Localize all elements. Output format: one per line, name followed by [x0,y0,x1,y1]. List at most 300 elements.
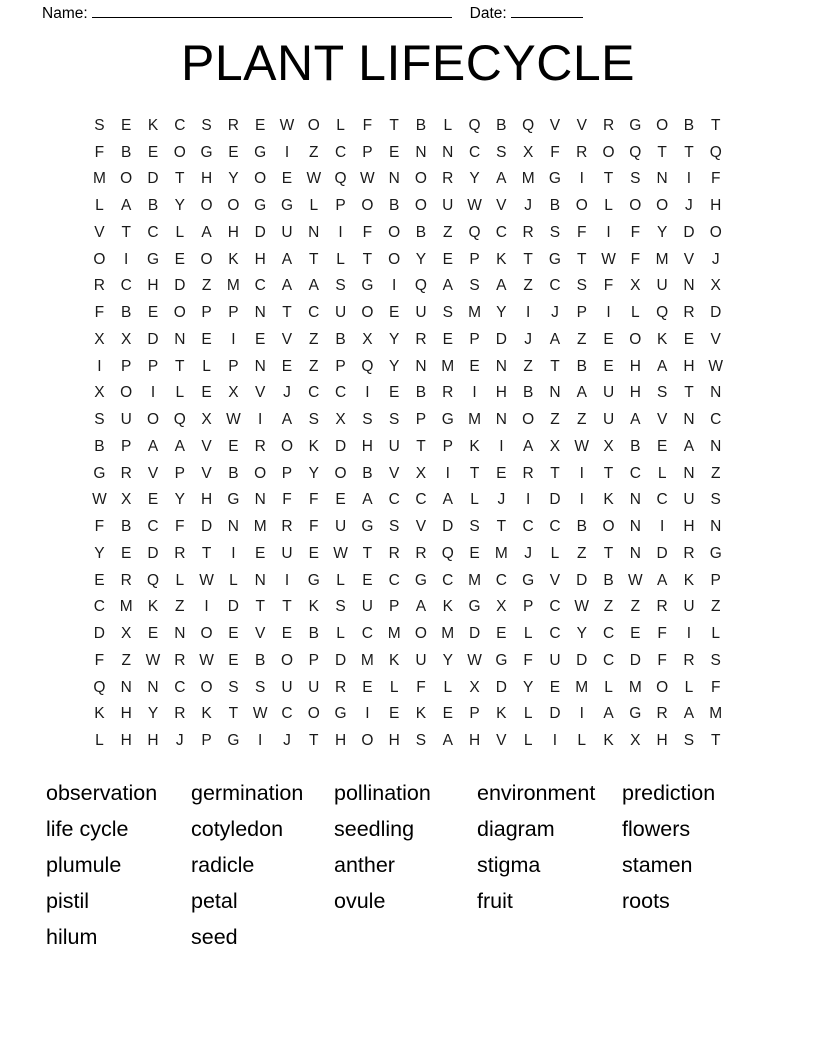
grid-cell[interactable]: W [467,197,482,215]
word-list-item[interactable]: stigma [477,853,541,877]
grid-cell[interactable]: B [228,464,239,482]
grid-cell[interactable]: T [550,357,560,375]
grid-cell[interactable]: S [496,143,507,161]
grid-cell[interactable]: B [576,357,587,375]
word-list-item[interactable]: roots [622,889,670,913]
grid-cell[interactable]: A [683,437,695,455]
grid-cell[interactable]: P [576,304,587,322]
grid-cell[interactable]: E [603,357,614,375]
grid-cell[interactable]: H [683,518,695,536]
grid-cell[interactable]: V [576,116,587,134]
grid-cell[interactable]: E [683,330,695,348]
grid-cell[interactable]: T [684,143,694,161]
grid-cell[interactable]: E [496,625,507,643]
grid-cell[interactable]: O [629,330,642,348]
grid-cell[interactable]: H [629,384,641,402]
grid-cell[interactable]: N [415,143,427,161]
grid-cell[interactable]: N [227,518,239,536]
grid-cell[interactable]: W [628,571,643,589]
grid-cell[interactable]: P [228,304,239,322]
grid-cell[interactable]: B [147,197,159,215]
grid-cell[interactable]: O [709,223,722,241]
grid-cell[interactable]: L [229,571,238,589]
grid-cell[interactable]: O [254,464,267,482]
grid-cell[interactable]: L [523,732,533,750]
grid-cell[interactable]: X [94,330,105,348]
grid-cell[interactable]: I [579,491,584,509]
grid-cell[interactable]: L [631,304,640,322]
grid-cell[interactable]: B [388,197,400,215]
grid-cell[interactable]: X [335,411,346,429]
grid-cell[interactable]: C [254,277,266,295]
grid-cell[interactable]: I [606,304,611,322]
grid-cell[interactable]: O [173,304,186,322]
grid-cell[interactable]: X [121,625,132,643]
grid-cell[interactable]: G [361,277,374,295]
grid-cell[interactable]: L [604,197,613,215]
grid-cell[interactable]: R [334,678,347,696]
grid-cell[interactable]: V [415,518,427,536]
grid-cell[interactable]: T [577,250,587,268]
grid-cell[interactable]: T [282,304,292,322]
grid-cell[interactable]: T [201,544,212,562]
grid-cell[interactable]: T [684,384,694,402]
grid-cell[interactable]: S [335,277,346,295]
grid-cell[interactable]: O [307,116,320,134]
grid-cell[interactable]: N [656,170,668,188]
grid-cell[interactable]: N [710,518,722,536]
grid-cell[interactable]: C [388,571,400,589]
grid-cell[interactable]: W [226,411,241,429]
grid-cell[interactable]: X [94,384,105,402]
grid-cell[interactable]: A [362,491,373,509]
grid-cell[interactable]: X [362,330,373,348]
grid-cell[interactable]: I [258,411,263,429]
grid-cell[interactable]: K [415,705,427,723]
grid-cell[interactable]: O [414,170,427,188]
grid-cell[interactable]: K [147,598,159,616]
grid-cell[interactable]: L [95,732,104,750]
word-list-item[interactable]: radicle [191,853,255,877]
grid-cell[interactable]: G [709,544,722,562]
grid-cell[interactable]: E [308,544,319,562]
grid-cell[interactable]: M [628,678,642,696]
grid-cell[interactable]: S [228,678,239,696]
grid-cell[interactable]: C [468,143,481,161]
grid-cell[interactable]: D [683,223,695,241]
grid-cell[interactable]: A [281,250,293,268]
grid-cell[interactable]: G [307,571,320,589]
grid-cell[interactable]: V [656,411,668,429]
grid-cell[interactable]: A [281,411,293,429]
grid-cell[interactable]: A [603,705,614,723]
grid-cell[interactable]: Y [415,250,427,268]
grid-cell[interactable]: A [308,277,319,295]
grid-cell[interactable]: O [254,170,267,188]
grid-cell[interactable]: B [576,518,587,536]
grid-cell[interactable]: R [442,384,454,402]
grid-cell[interactable]: W [574,598,590,616]
grid-cell[interactable]: D [495,678,507,696]
grid-cell[interactable]: N [683,277,695,295]
grid-cell[interactable]: E [656,437,668,455]
grid-cell[interactable]: G [522,571,535,589]
grid-cell[interactable]: O [200,197,213,215]
grid-cell[interactable]: O [629,197,642,215]
grid-cell[interactable]: N [683,411,695,429]
grid-cell[interactable]: L [336,250,345,268]
grid-cell[interactable]: R [281,518,293,536]
grid-cell[interactable]: I [606,223,611,241]
grid-cell[interactable]: W [145,651,161,669]
grid-cell[interactable]: H [683,357,695,375]
grid-cell[interactable]: J [497,491,506,509]
grid-cell[interactable]: J [711,250,720,268]
grid-cell[interactable]: L [175,384,185,402]
grid-cell[interactable]: S [710,491,721,509]
grid-cell[interactable]: Q [173,411,186,429]
grid-cell[interactable]: V [255,384,266,402]
grid-cell[interactable]: E [362,678,373,696]
grid-cell[interactable]: T [175,357,185,375]
grid-cell[interactable]: S [415,732,427,750]
grid-cell[interactable]: H [120,732,132,750]
name-input-rule[interactable] [92,4,452,18]
grid-cell[interactable]: X [522,143,534,161]
grid-cell[interactable]: V [388,464,400,482]
grid-cell[interactable]: Q [361,357,374,375]
grid-cell[interactable]: O [334,464,347,482]
grid-cell[interactable]: O [280,437,293,455]
grid-cell[interactable]: W [601,250,616,268]
grid-cell[interactable]: N [683,464,695,482]
grid-cell[interactable]: D [576,571,588,589]
grid-cell[interactable]: K [308,598,319,616]
grid-cell[interactable]: W [360,170,375,188]
grid-cell[interactable]: Y [656,223,668,241]
grid-cell[interactable]: Y [388,330,400,348]
grid-cell[interactable]: F [657,651,667,669]
grid-cell[interactable]: C [281,705,293,723]
word-list-item[interactable]: prediction [622,781,716,805]
grid-cell[interactable]: D [174,277,186,295]
grid-cell[interactable]: E [228,651,239,669]
grid-cell[interactable]: I [365,705,370,723]
grid-cell[interactable]: G [468,598,481,616]
grid-cell[interactable]: K [496,250,507,268]
grid-cell[interactable]: R [576,143,588,161]
grid-cell[interactable]: U [334,304,347,322]
grid-cell[interactable]: G [334,705,347,723]
grid-cell[interactable]: R [522,223,534,241]
grid-cell[interactable]: T [496,518,507,536]
grid-cell[interactable]: X [630,277,641,295]
grid-cell[interactable]: N [415,357,427,375]
grid-cell[interactable]: F [94,143,105,161]
grid-cell[interactable]: I [472,384,477,402]
grid-cell[interactable]: A [121,197,132,215]
grid-cell[interactable]: C [308,384,320,402]
grid-cell[interactable]: V [201,464,212,482]
grid-cell[interactable]: I [499,437,504,455]
grid-cell[interactable]: E [388,304,400,322]
grid-cell[interactable]: N [629,518,641,536]
grid-cell[interactable]: E [201,384,212,402]
grid-cell[interactable]: A [147,437,159,455]
grid-cell[interactable]: X [549,437,561,455]
grid-cell[interactable]: B [630,437,641,455]
grid-cell[interactable]: D [629,651,641,669]
grid-cell[interactable]: F [309,491,319,509]
grid-cell[interactable]: X [496,598,507,616]
grid-cell[interactable]: P [281,464,293,482]
grid-cell[interactable]: K [469,437,480,455]
grid-cell[interactable]: O [146,411,160,429]
grid-cell[interactable]: P [121,437,132,455]
grid-cell[interactable]: T [657,143,667,161]
grid-cell[interactable]: S [94,116,105,134]
grid-cell[interactable]: R [93,277,105,295]
grid-cell[interactable]: M [226,277,240,295]
grid-cell[interactable]: T [362,250,373,268]
grid-cell[interactable]: S [549,223,561,241]
word-list-item[interactable]: life cycle [46,817,129,841]
grid-cell[interactable]: M [709,705,723,723]
grid-cell[interactable]: N [147,678,159,696]
grid-cell[interactable]: C [549,518,561,536]
grid-cell[interactable]: T [710,116,721,134]
grid-cell[interactable]: C [602,651,615,669]
grid-cell[interactable]: H [120,705,132,723]
grid-cell[interactable]: A [630,411,641,429]
grid-cell[interactable]: V [549,571,561,589]
grid-cell[interactable]: L [550,544,560,562]
grid-cell[interactable]: R [656,705,668,723]
grid-cell[interactable]: P [362,143,373,161]
grid-cell[interactable]: N [442,143,454,161]
grid-cell[interactable]: I [150,384,156,402]
grid-cell[interactable]: Z [121,651,131,669]
grid-cell[interactable]: Z [577,330,587,348]
grid-cell[interactable]: O [307,705,320,723]
grid-cell[interactable]: Q [93,678,106,696]
grid-cell[interactable]: N [254,304,266,322]
grid-cell[interactable]: S [388,518,400,536]
grid-cell[interactable]: A [281,277,293,295]
grid-cell[interactable]: L [657,464,667,482]
grid-cell[interactable]: T [228,705,239,723]
grid-cell[interactable]: K [603,732,614,750]
grid-cell[interactable]: N [629,491,641,509]
grid-cell[interactable]: B [121,304,132,322]
grid-cell[interactable]: C [120,277,132,295]
grid-cell[interactable]: B [415,223,427,241]
grid-cell[interactable]: G [280,197,293,215]
grid-cell[interactable]: P [335,357,346,375]
grid-cell[interactable]: I [445,464,450,482]
grid-cell[interactable]: D [227,598,239,616]
grid-cell[interactable]: F [523,651,533,669]
grid-cell[interactable]: R [602,116,615,134]
grid-cell[interactable]: T [309,250,319,268]
grid-cell[interactable]: L [523,625,533,643]
grid-cell[interactable]: D [254,223,266,241]
grid-cell[interactable]: Z [603,598,614,616]
grid-cell[interactable]: E [335,491,346,509]
grid-cell[interactable]: B [308,625,319,643]
grid-cell[interactable]: T [469,464,480,482]
grid-cell[interactable]: N [254,571,266,589]
grid-cell[interactable]: K [94,705,105,723]
grid-cell[interactable]: T [603,464,614,482]
grid-cell[interactable]: E [201,330,212,348]
grid-cell[interactable]: C [522,518,534,536]
grid-cell[interactable]: G [548,170,561,188]
grid-cell[interactable]: V [255,625,266,643]
grid-cell[interactable]: M [441,625,455,643]
grid-cell[interactable]: E [630,625,641,643]
grid-cell[interactable]: T [309,732,319,750]
grid-cell[interactable]: D [147,170,159,188]
grid-cell[interactable]: E [228,625,239,643]
grid-cell[interactable]: D [576,651,588,669]
grid-cell[interactable]: Z [523,277,533,295]
grid-cell[interactable]: F [550,143,560,161]
grid-cell[interactable]: F [657,625,667,643]
word-list-item[interactable]: cotyledon [191,817,284,841]
grid-cell[interactable]: J [685,197,693,215]
grid-cell[interactable]: U [683,598,695,616]
grid-cell[interactable]: X [201,411,212,429]
grid-cell[interactable]: W [333,544,348,562]
grid-cell[interactable]: X [710,277,721,295]
grid-cell[interactable]: O [388,223,401,241]
grid-cell[interactable]: I [204,598,209,616]
grid-cell[interactable]: H [200,170,213,188]
word-list-item[interactable]: germination [191,781,304,805]
grid-cell[interactable]: F [362,223,373,241]
grid-cell[interactable]: O [522,411,535,429]
grid-cell[interactable]: D [334,437,347,455]
grid-cell[interactable]: L [443,678,453,696]
grid-cell[interactable]: M [360,651,374,669]
grid-cell[interactable]: P [201,304,212,322]
grid-cell[interactable]: W [306,170,322,188]
grid-cell[interactable]: X [228,384,239,402]
grid-cell[interactable]: W [574,437,590,455]
grid-cell[interactable]: Z [577,544,587,562]
grid-cell[interactable]: V [496,732,507,750]
grid-cell[interactable]: F [94,518,105,536]
grid-cell[interactable]: O [361,197,374,215]
grid-cell[interactable]: Q [468,223,481,241]
grid-cell[interactable]: R [174,705,186,723]
grid-cell[interactable]: S [710,651,721,669]
grid-cell[interactable]: E [469,544,480,562]
grid-cell[interactable]: V [147,464,159,482]
grid-cell[interactable]: R [174,544,186,562]
grid-cell[interactable]: Y [388,357,400,375]
grid-cell[interactable]: R [120,464,132,482]
grid-cell[interactable]: U [602,411,615,429]
grid-cell[interactable]: N [254,491,266,509]
grid-cell[interactable]: A [656,571,668,589]
grid-cell[interactable]: W [708,357,724,375]
word-list-item[interactable]: diagram [477,817,555,841]
grid-cell[interactable]: F [416,678,426,696]
grid-cell[interactable]: B [415,384,427,402]
grid-cell[interactable]: N [710,384,722,402]
grid-cell[interactable]: D [710,304,722,322]
grid-cell[interactable]: Y [496,304,507,322]
grid-cell[interactable]: C [388,491,400,509]
grid-cell[interactable]: L [336,116,345,134]
grid-cell[interactable]: B [362,464,373,482]
grid-cell[interactable]: J [524,544,533,562]
grid-cell[interactable]: M [575,678,589,696]
grid-cell[interactable]: A [576,384,587,402]
grid-cell[interactable]: R [174,651,186,669]
grid-cell[interactable]: O [414,625,427,643]
word-list-item[interactable]: seed [191,925,238,949]
grid-cell[interactable]: E [255,544,266,562]
grid-cell[interactable]: G [93,464,106,482]
grid-cell[interactable]: Q [629,143,642,161]
grid-cell[interactable]: A [442,277,453,295]
grid-cell[interactable]: M [468,571,482,589]
grid-cell[interactable]: F [630,250,641,268]
grid-cell[interactable]: U [415,651,427,669]
grid-cell[interactable]: G [361,518,374,536]
grid-cell[interactable]: A [201,223,212,241]
grid-cell[interactable]: D [93,625,105,643]
grid-cell[interactable]: Q [334,170,347,188]
grid-cell[interactable]: A [522,437,534,455]
grid-cell[interactable]: E [388,705,400,723]
grid-cell[interactable]: I [525,304,531,322]
grid-cell[interactable]: N [308,223,320,241]
grid-cell[interactable]: L [202,357,211,375]
grid-cell[interactable]: S [94,411,105,429]
grid-cell[interactable]: B [335,330,346,348]
grid-cell[interactable]: L [684,678,694,696]
grid-cell[interactable]: T [282,598,292,616]
grid-cell[interactable]: L [604,678,613,696]
grid-cell[interactable]: S [469,518,480,536]
grid-cell[interactable]: O [227,197,240,215]
grid-cell[interactable]: W [467,651,482,669]
grid-cell[interactable]: S [630,170,641,188]
grid-cell[interactable]: T [175,170,185,188]
grid-cell[interactable]: Z [710,598,721,616]
grid-cell[interactable]: V [201,437,212,455]
grid-cell[interactable]: U [334,518,347,536]
grid-cell[interactable]: C [442,571,454,589]
grid-cell[interactable]: E [442,330,453,348]
grid-cell[interactable]: K [201,705,212,723]
grid-cell[interactable]: O [656,197,669,215]
grid-cell[interactable]: P [121,357,132,375]
grid-cell[interactable]: B [522,384,534,402]
grid-cell[interactable]: R [683,304,695,322]
grid-cell[interactable]: K [496,705,507,723]
grid-cell[interactable]: C [495,571,507,589]
grid-cell[interactable]: L [577,732,587,750]
grid-cell[interactable]: L [175,571,185,589]
grid-cell[interactable]: E [94,571,105,589]
grid-cell[interactable]: J [175,732,184,750]
grid-cell[interactable]: E [362,571,373,589]
